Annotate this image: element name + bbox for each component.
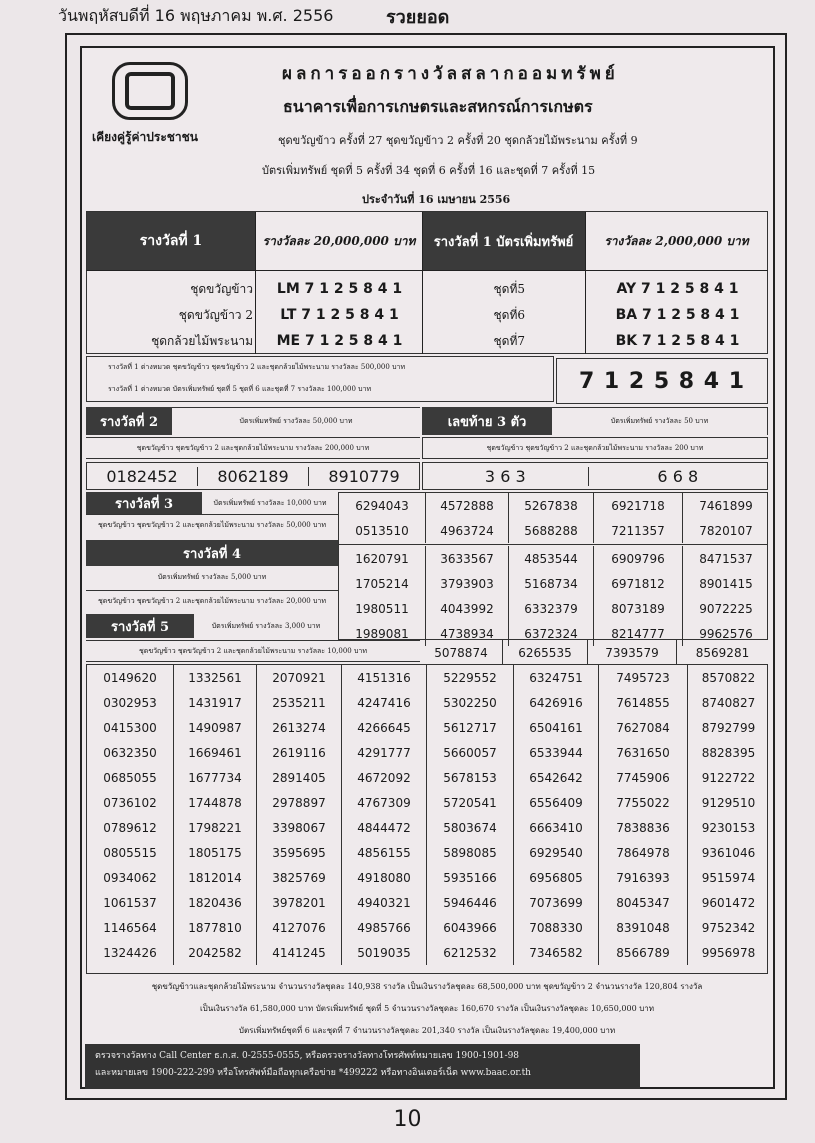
prize3-4-grid — [338, 492, 768, 640]
prize5-cell: 7864978 — [599, 840, 688, 865]
prize5-cell: 9122722 — [688, 765, 770, 790]
table-row — [87, 665, 769, 690]
prize5-cell: 8391048 — [599, 915, 688, 940]
prize5-cell: 2978897 — [257, 790, 342, 815]
table-row — [87, 815, 769, 840]
prize4-cell: 3793903 — [426, 571, 509, 596]
prize1-right-number: AY 7 1 2 5 8 4 1 — [616, 281, 739, 297]
prize1-right-number: BK 7 1 2 5 8 4 1 — [615, 333, 740, 349]
prize5-cell: 0934062 — [103, 870, 157, 885]
table-row — [87, 790, 769, 815]
prize1-right-name: ชุดที่7 — [493, 334, 525, 348]
draw-date: ประจำวันที่ 16 เมษายน 2556 — [362, 193, 511, 206]
prize4-cell: 9962576 — [683, 621, 770, 646]
summary-block — [86, 976, 768, 1042]
prize1-left-name: ชุดกล้วยไม้พระนาม — [151, 334, 253, 348]
last3-numbers — [422, 462, 768, 490]
prize4-cell: 6909796 — [594, 546, 683, 571]
prize3-cell: 6294043 — [355, 498, 409, 513]
prize3-cell: 7211357 — [594, 518, 683, 543]
prize5-cell: 5078874 — [434, 645, 488, 660]
prize5-cell: 1798221 — [174, 815, 257, 840]
prize5-cell: 1431917 — [174, 690, 257, 715]
prize1-card-label: รางวัลที่ 1 บัตรเพิ่มทรัพย์ — [422, 212, 585, 270]
prize3-card-text: บัตรเพิ่มทรัพย์ รางวัลละ 10,000 บาท — [213, 498, 327, 507]
table-row — [87, 690, 769, 715]
prize4-cell: 4853544 — [509, 546, 594, 571]
call-center-line: ตรวจรางวัลทาง Call Center ธ.ก.ส. 0-2555-0555, หรือตรวจรางวัลทางโทรศัพท์หมายเลข 1900-1901-98 — [95, 1051, 520, 1061]
prize5-cell: 3825769 — [257, 865, 342, 890]
prize5-cell: 5302250 — [427, 690, 514, 715]
prize2-number: 0182452 — [106, 466, 178, 486]
masthead-logo: รวยยอด — [386, 7, 450, 28]
prize5-cell: 8792799 — [688, 715, 770, 740]
table-row — [87, 715, 769, 740]
prize5-cell: 4127076 — [257, 915, 342, 940]
prize2-number: 8062189 — [197, 467, 309, 486]
prize4-label: รางวัลที่ 4 — [86, 540, 338, 566]
bank-logo-mark-icon — [125, 72, 175, 110]
last3-series-text: ชุดขวัญข้าว ชุดขวัญข้าว 2 และชุดกล้วยไม้พระนาม รางวัลละ 200 บาท — [422, 437, 768, 459]
prize5-cell: 0685055 — [103, 770, 157, 785]
issue-date: วันพฤหัสบดีที่ 16 พฤษภาคม พ.ศ. 2556 — [58, 6, 334, 25]
prize5-cell: 7745906 — [599, 765, 688, 790]
prize5-cell: 4918080 — [342, 865, 427, 890]
prize5-cell: 5660057 — [427, 740, 514, 765]
table-row — [87, 940, 769, 965]
prize5-cell: 6265535 — [503, 640, 588, 665]
prize5-cell: 0789612 — [103, 820, 157, 835]
prize5-cell: 1332561 — [174, 665, 257, 690]
prize5-cell: 5935166 — [427, 865, 514, 890]
prize5-cell: 6212532 — [427, 940, 514, 965]
prize1-left-names — [88, 276, 253, 354]
prize5-cell: 8045347 — [599, 890, 688, 915]
prize5-cell: 0302953 — [103, 695, 157, 710]
prize5-series-text: ชุดขวัญข้าว ชุดขวัญข้าว 2 และชุดกล้วยไม้พระนาม รางวัลละ 10,000 บาท — [86, 640, 420, 662]
prize5-cell: 8566789 — [599, 940, 688, 965]
prize5-cell: 2070921 — [257, 665, 342, 690]
prize5-cell: 9956978 — [688, 940, 770, 965]
summary-line: เป็นเงินรางวัล 61,580,000 บาท บัตรเพิ่มทรัพย์ ชุดที่ 5 จำนวนรางวัลชุดละ 160,670 รางวัล เป็นเงินรางวัลชุดละ 10,650,000 บาท — [199, 1004, 655, 1013]
prize5-cell: 3398067 — [257, 815, 342, 840]
prize5-cell: 4672092 — [342, 765, 427, 790]
prize5-cell: 1490987 — [174, 715, 257, 740]
prize5-cell: 1324426 — [103, 945, 157, 960]
prize1-card-amount: รางวัลละ 2,000,000 บาท — [604, 233, 749, 248]
prize5-cell: 4247416 — [342, 690, 427, 715]
series-line-2: บัตรเพิ่มทรัพย์ ชุดที่ 5 ครั้งที่ 34 ชุดที่ 6 ครั้งที่ 16 และชุดที่ 7 ครั้งที่ 15 — [262, 164, 596, 177]
bank-slogan: เคียงคู่รู้ค่าประชาชน — [92, 130, 198, 144]
table-row — [339, 546, 769, 571]
call-center-line: และหมายเลข 1900-222-299 หรือโทรศัพท์มือถือทุกเครือข่าย *499222 หรือทางอินเตอร์เน็ต www.baac.or.th — [95, 1068, 531, 1078]
prize5-cell: 4844472 — [342, 815, 427, 840]
bank-name: ธนาคารเพื่อการเกษตรและสหกรณ์การเกษตร — [283, 97, 593, 116]
prize4-cell: 8471537 — [683, 546, 770, 571]
prize1-right-names — [425, 276, 525, 354]
prize3-cell: 7461899 — [683, 493, 770, 518]
prize4-cell: 9072225 — [683, 596, 770, 621]
call-center-bar — [85, 1044, 640, 1089]
page-title: ผลการออกรางวัลสลากออมทรัพย์ — [282, 64, 619, 84]
prize5-grid — [86, 664, 768, 974]
table-row — [87, 740, 769, 765]
prize5-cell: 6556409 — [514, 790, 599, 815]
prize5-cell: 5898085 — [427, 840, 514, 865]
prize5-cell: 7755022 — [599, 790, 688, 815]
prize5-cell: 4985766 — [342, 915, 427, 940]
prize4-cell: 3633567 — [426, 546, 509, 571]
prize4-cell: 5168734 — [509, 571, 594, 596]
prize5-cell: 7073699 — [514, 890, 599, 915]
prize5-cell: 7627084 — [599, 715, 688, 740]
prize5-cell: 5229552 — [427, 665, 514, 690]
prize5-cell: 1877810 — [174, 915, 257, 940]
page-number: 10 — [393, 1107, 422, 1132]
prize3-series-text: ชุดขวัญข้าว ชุดขวัญข้าว 2 และชุดกล้วยไม้พระนาม รางวัลละ 50,000 บาท — [86, 514, 338, 536]
prize5-cell: 5946446 — [427, 890, 514, 915]
prize5-cell: 1805175 — [174, 840, 257, 865]
prize5-cell: 7614855 — [599, 690, 688, 715]
prize1-big-number: 7 1 2 5 8 4 1 — [556, 358, 768, 404]
prize5-cell: 7346582 — [514, 940, 599, 965]
prize5-cell: 0149620 — [103, 670, 157, 685]
prize3-table — [339, 493, 769, 543]
prize4-card-text: บัตรเพิ่มทรัพย์ รางวัลละ 5,000 บาท — [157, 572, 267, 581]
prize5-cell: 6956805 — [514, 865, 599, 890]
prize1-left-name: ชุดขวัญข้าว 2 — [178, 308, 253, 322]
table-row — [87, 840, 769, 865]
prize5-cell: 1146564 — [103, 920, 157, 935]
prize1-amount: รางวัลละ 20,000,000 บาท — [262, 233, 416, 248]
prize5-cell: 2613274 — [257, 715, 342, 740]
prize5-label: รางวัลที่ 5 — [86, 614, 194, 638]
prize4-cell: 1705214 — [355, 576, 409, 591]
prize1-right-name: ชุดที่5 — [493, 282, 525, 296]
prize4-cell: 1989081 — [355, 626, 409, 641]
table-row — [339, 493, 769, 518]
prize2-label: รางวัลที่ 2 — [86, 407, 172, 435]
prize5-cell: 2535211 — [257, 690, 342, 715]
prize5-cell: 6504161 — [514, 715, 599, 740]
prize4-cell: 4738934 — [426, 621, 509, 646]
prize5-cell: 5019035 — [342, 940, 427, 965]
prize2-series-text: ชุดขวัญข้าว ชุดขวัญข้าว 2 และชุดกล้วยไม้พระนาม รางวัลละ 200,000 บาท — [86, 437, 420, 459]
prize3-cell: 4572888 — [426, 493, 509, 518]
prize1-right-name: ชุดที่6 — [493, 308, 525, 322]
prize1-left-numbers — [262, 276, 417, 354]
prize5-cell: 9230153 — [688, 815, 770, 840]
table-row — [87, 765, 769, 790]
prize4-cell: 1980511 — [355, 601, 409, 616]
prize5-cell: 4940321 — [342, 890, 427, 915]
prize5-cell: 0632350 — [103, 745, 157, 760]
last3-label: เลขท้าย 3 ตัว — [422, 407, 552, 435]
prize5-cell: 8569281 — [677, 640, 769, 665]
prize5-cell: 9361046 — [688, 840, 770, 865]
prize3-cell: 0513510 — [355, 523, 409, 538]
prize1-note-2: รางวัลที่ 1 ต่างหมวด บัตรเพิ่มทรัพย์ ชุดที่ 5 ชุดที่ 6 และชุดที่ 7 รางวัลละ 100,000 บาท — [108, 385, 372, 393]
prize1-label: รางวัลที่ 1 — [87, 212, 255, 270]
prize5-cell: 4291777 — [342, 740, 427, 765]
prize5-cell: 6542642 — [514, 765, 599, 790]
prize5-cell: 0736102 — [103, 795, 157, 810]
prize5-cell: 6324751 — [514, 665, 599, 690]
prize5-cell: 1677734 — [174, 765, 257, 790]
prize1-right-numbers — [590, 276, 765, 354]
prize1-note-1: รางวัลที่ 1 ต่างหมวด ชุดขวัญข้าว ชุดขวัญข้าว 2 และชุดกล้วยไม้พระนาม รางวัลละ 500,000 บาท — [108, 363, 406, 371]
prize4-table — [339, 546, 769, 646]
prize4-cell: 6971812 — [594, 571, 683, 596]
prize5-cell: 1669461 — [174, 740, 257, 765]
prize5-cell: 4151316 — [342, 665, 427, 690]
prize5-cell: 5612717 — [427, 715, 514, 740]
table-row — [87, 890, 769, 915]
prize5-cell: 2042582 — [174, 940, 257, 965]
prize1-left-name: ชุดขวัญข้าว — [190, 282, 253, 296]
summary-line: ชุดขวัญข้าวและชุดกล้วยไม้พระนาม จำนวนรางวัลชุดละ 140,938 รางวัล เป็นเงินรางวัลชุดละ 68,500,000 บาท ชุดขวัญข้าว 2 จำนวนรางวัล 120,804 รางวัล — [151, 982, 703, 991]
prize5-cell: 5678153 — [427, 765, 514, 790]
prize1-left-number: LM 7 1 2 5 8 4 1 — [276, 281, 403, 297]
prize5-cell: 8570822 — [688, 665, 770, 690]
prize5-cell: 0415300 — [103, 720, 157, 735]
prize3-cell: 5688288 — [509, 518, 594, 543]
prize5-cell: 1061537 — [103, 895, 157, 910]
prize5-cell: 9752342 — [688, 915, 770, 940]
prize5-cell: 1744878 — [174, 790, 257, 815]
prize5-cell: 9129510 — [688, 790, 770, 815]
prize4-series-text: ชุดขวัญข้าว ชุดขวัญข้าว 2 และชุดกล้วยไม้พระนาม รางวัลละ 20,000 บาท — [86, 590, 338, 612]
prize5-cell: 1820436 — [174, 890, 257, 915]
prize2-number: 8910779 — [328, 466, 400, 486]
table-row — [420, 640, 768, 665]
prize5-cell: 6043966 — [427, 915, 514, 940]
table-row — [87, 865, 769, 890]
prize5-cell: 7495723 — [599, 665, 688, 690]
prize5-cell: 6663410 — [514, 815, 599, 840]
prize5-card-text: บัตรเพิ่มทรัพย์ รางวัลละ 3,000 บาท — [211, 621, 321, 630]
prize5-cell: 7916393 — [599, 865, 688, 890]
table-row — [339, 518, 769, 543]
prize5-cell: 7393579 — [588, 640, 677, 665]
prize5-cell: 2619116 — [257, 740, 342, 765]
prize5-cell: 4266645 — [342, 715, 427, 740]
prize4-cell: 6372324 — [509, 621, 594, 646]
prize5-cell: 0805515 — [103, 845, 157, 860]
prize1-left-number: LT 7 1 2 5 8 4 1 — [280, 307, 399, 323]
table-row — [339, 571, 769, 596]
prize5-cell: 9515974 — [688, 865, 770, 890]
prize5-cell: 5803674 — [427, 815, 514, 840]
prize3-label: รางวัลที่ 3 — [86, 492, 202, 514]
summary-line: บัตรเพิ่มทรัพย์ชุดที่ 6 และชุดที่ 7 จำนวนรางวัลชุดละ 201,340 รางวัล เป็นเงินรางวัลชุดละ 19,400,000 บาท — [238, 1026, 616, 1035]
prize5-cell: 6533944 — [514, 740, 599, 765]
prize5-top-row — [420, 640, 768, 665]
prize5-cell: 6426916 — [514, 690, 599, 715]
prize5-cell: 8740827 — [688, 690, 770, 715]
prize5-cell: 2891405 — [257, 765, 342, 790]
prize4-cell: 4043992 — [426, 596, 509, 621]
last3-number: 3 6 3 — [423, 467, 589, 486]
prize5-cell: 7088330 — [514, 915, 599, 940]
table-row — [339, 596, 769, 621]
prize5-cell: 9601472 — [688, 890, 770, 915]
prize5-cell: 8828395 — [688, 740, 770, 765]
prize5-cell: 4141245 — [257, 940, 342, 965]
prize5-cell: 6929540 — [514, 840, 599, 865]
prize3-cell: 7820107 — [683, 518, 770, 543]
prize4-cell: 8901415 — [683, 571, 770, 596]
prize5-cell: 3978201 — [257, 890, 342, 915]
prize4-cell: 8214777 — [594, 621, 683, 646]
prize2-numbers — [86, 462, 420, 490]
prize5-cell: 3595695 — [257, 840, 342, 865]
prize5-cell: 4856155 — [342, 840, 427, 865]
last3-card-text: บัตรเพิ่มทรัพย์ รางวัลละ 50 บาท — [552, 407, 768, 435]
prize4-cell: 8073189 — [594, 596, 683, 621]
prize1-right-number: BA 7 1 2 5 8 4 1 — [615, 307, 740, 323]
prize3-cell: 6921718 — [594, 493, 683, 518]
prize5-cell: 7631650 — [599, 740, 688, 765]
series-line: ชุดขวัญข้าว ครั้งที่ 27 ชุดขวัญข้าว 2 ครั้งที่ 20 ชุดกล้วยไม้พระนาม ครั้งที่ 9 — [278, 134, 638, 147]
last3-number: 6 6 8 — [657, 466, 699, 486]
prize5-cell: 1812014 — [174, 865, 257, 890]
prize5-cell: 7838836 — [599, 815, 688, 840]
prize1-left-number: ME 7 1 2 5 8 4 1 — [276, 333, 403, 349]
prize5-table — [87, 665, 769, 965]
prize2-card-text: บัตรเพิ่มทรัพย์ รางวัลละ 50,000 บาท — [172, 407, 420, 435]
prize4-cell: 1620791 — [355, 551, 409, 566]
prize5-cell: 5720541 — [427, 790, 514, 815]
prize3-cell: 5267838 — [509, 493, 594, 518]
prize5-cell: 4767309 — [342, 790, 427, 815]
table-row — [87, 915, 769, 940]
prize4-cell: 6332379 — [509, 596, 594, 621]
prize3-cell: 4963724 — [426, 518, 509, 543]
